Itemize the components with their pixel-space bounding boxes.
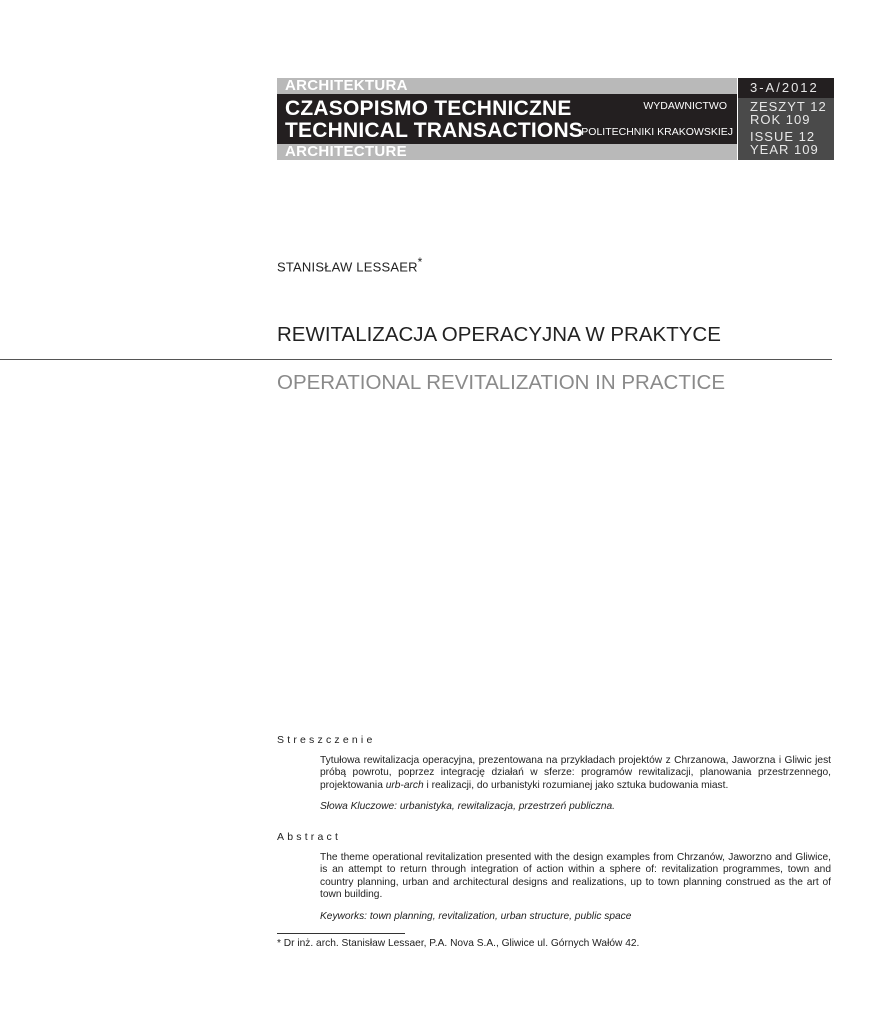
footnote-divider bbox=[277, 933, 405, 934]
streszczenie-text-part1: Tytułowa rewitalizacja operacyjna, prezentowana na przykładach projektów z Chrzanowa, Jaworzna i Gliwic jest próbą powrotu, poprzez integrację działań w sferze: programów rewitalizacji, planowania przestrzennego, projektowania bbox=[320, 755, 831, 791]
masthead-title-block bbox=[277, 78, 737, 160]
issue-info-block bbox=[738, 78, 834, 160]
author-footnote: * Dr inż. arch. Stanisław Lessaer, P.A. Nova S.A., Gliwice ul. Górnych Wałów 42. bbox=[277, 938, 640, 949]
publisher-line-2: POLITECHNIKI KRAKOWSKIEJ bbox=[581, 126, 733, 138]
streszczenie-text-part2: i realizacji, do urbanistyki rozumianej jako sztuka budowania miast. bbox=[423, 779, 729, 791]
streszczenie-text bbox=[320, 755, 831, 792]
rok-label: ROK 109 bbox=[750, 112, 811, 127]
author-name-text: STANISŁAW LESSAER bbox=[277, 259, 418, 275]
abstract-text: The theme operational revitalization presented with the design examples from Chrzanów, Jaworzno and Gliwice, is an attempt to return through integration of action within a sphere of: revitalization programmes, town and country planning, urban and architectural designs and realizations, up to town planning construed as the art of town building. bbox=[320, 852, 831, 901]
title-divider bbox=[0, 359, 832, 360]
section-label-en: ARCHITECTURE bbox=[277, 144, 737, 160]
journal-masthead bbox=[277, 78, 834, 160]
year-label: YEAR 109 bbox=[750, 142, 819, 157]
publisher-line-1: WYDAWNICTWO bbox=[643, 100, 727, 112]
issue-label: ISSUE 12 bbox=[750, 129, 816, 144]
author-name bbox=[277, 255, 423, 274]
masthead-dark-band bbox=[277, 94, 737, 144]
abstract-heading: Abstract bbox=[277, 831, 342, 843]
article-title-pl: REWITALIZACJA OPERACYJNA W PRAKTYCE bbox=[277, 323, 721, 346]
volume-label: 3-A/2012 bbox=[738, 78, 834, 98]
streszczenie-keywords: Słowa Kluczowe: urbanistyka, rewitalizacja, przestrzeń publiczna. bbox=[320, 801, 616, 812]
abstract-keywords: Keyworks: town planning, revitalization, urban structure, public space bbox=[320, 911, 632, 922]
journal-title-pl: CZASOPISMO TECHNICZNE bbox=[285, 97, 572, 120]
author-footnote-mark: * bbox=[417, 255, 423, 269]
zeszyt-label: ZESZYT 12 bbox=[750, 99, 827, 114]
streszczenie-heading: Streszczenie bbox=[277, 734, 376, 746]
journal-title-en: TECHNICAL TRANSACTIONS bbox=[285, 119, 584, 142]
streszczenie-text-italic: urb-arch bbox=[385, 779, 424, 791]
section-label-pl: ARCHITEKTURA bbox=[277, 78, 737, 94]
article-title-en: OPERATIONAL REVITALIZATION IN PRACTICE bbox=[277, 371, 726, 394]
